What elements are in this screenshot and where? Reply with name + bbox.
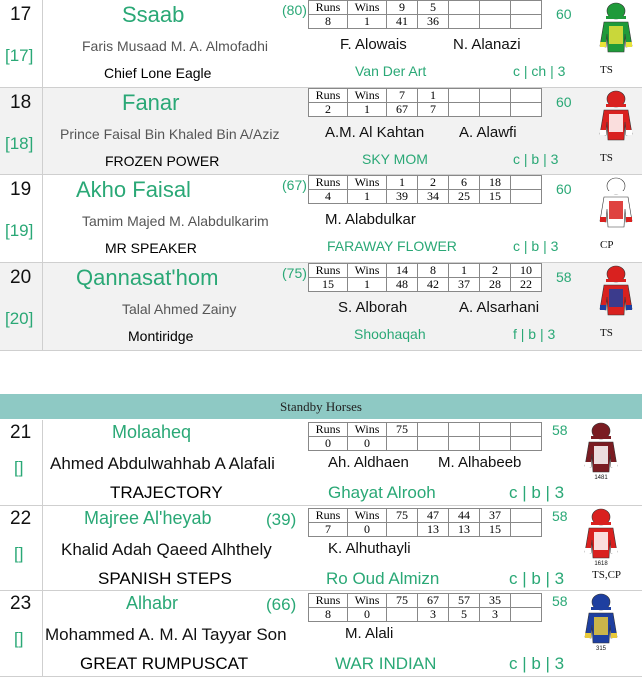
- stats-cell: 48: [387, 278, 418, 292]
- age-sex: c | ch | 3: [513, 63, 566, 79]
- stats-cell: [511, 423, 542, 437]
- weight: 58: [552, 508, 568, 524]
- jockey-name[interactable]: Ah. Aldhaen: [328, 454, 409, 471]
- stats-cell: 47: [418, 509, 449, 523]
- stats-cell: 57: [449, 594, 480, 608]
- stats-cell: 14: [387, 264, 418, 278]
- horse-number: 21: [10, 422, 32, 443]
- stats-cell: 3: [418, 608, 449, 622]
- owner-name[interactable]: Khalid Adah Qaeed Alhthely: [61, 540, 272, 559]
- stats-cell: 5: [418, 1, 449, 15]
- runner-row: [0, 263, 642, 351]
- stats-cell: 67: [387, 103, 418, 117]
- equipment-code: CP: [600, 239, 614, 251]
- stats-cell: [480, 437, 511, 451]
- stats-cell: 15: [480, 190, 511, 204]
- stats-cell: 15: [480, 523, 511, 537]
- jockey-name[interactable]: S. Alborah: [338, 299, 408, 316]
- dam-name: Ghayat Alrooh: [328, 483, 436, 502]
- stats-runs-label: Runs: [309, 509, 348, 523]
- silk-icon: [596, 177, 636, 235]
- silk: [581, 422, 621, 485]
- stats-wins-count: 1: [348, 190, 387, 204]
- standby-row: [0, 506, 642, 591]
- stats-cell: [387, 608, 418, 622]
- stats-cell: 34: [418, 190, 449, 204]
- horse-number: 18: [10, 92, 32, 113]
- trainer-name[interactable]: A. Alawfi: [459, 124, 517, 141]
- stats-cell: [511, 103, 542, 117]
- stats-cell: 7: [418, 103, 449, 117]
- stats-row: [309, 89, 542, 103]
- stats-cell: [480, 15, 511, 29]
- dam-name: WAR INDIAN: [335, 654, 437, 673]
- stats-cell: 35: [480, 594, 511, 608]
- silk: [596, 90, 636, 153]
- runner-row: [0, 175, 642, 263]
- sire-name: GREAT RUMPUSCAT: [80, 654, 249, 673]
- stats-wins-count: 1: [348, 103, 387, 117]
- stats-runs-label: Runs: [309, 89, 348, 103]
- silk-icon: [581, 422, 621, 480]
- horse-name[interactable]: Ssaab: [122, 2, 185, 27]
- silk: [596, 2, 636, 65]
- stats-wins-label: Wins: [348, 423, 387, 437]
- age-sex: f | b | 3: [513, 326, 556, 342]
- svg-text:1618: 1618: [594, 561, 608, 566]
- weight: 60: [556, 6, 572, 22]
- stats-wins-label: Wins: [348, 594, 387, 608]
- stats-cell: 75: [387, 423, 418, 437]
- stats-cell: 8: [418, 264, 449, 278]
- draw-number: [20]: [5, 309, 34, 328]
- number-column: [0, 175, 43, 262]
- horse-name[interactable]: Alhabr: [126, 593, 179, 613]
- weight: 58: [552, 593, 568, 609]
- stats-row: [309, 594, 542, 608]
- stats-row: [309, 176, 542, 190]
- stats-row: [309, 423, 542, 437]
- stats-cell: 25: [449, 190, 480, 204]
- stats-cell: 67: [418, 594, 449, 608]
- horse-name[interactable]: Qannasat'hom: [76, 265, 219, 290]
- stats-cell: [511, 594, 542, 608]
- stats-cell: 9: [387, 1, 418, 15]
- owner-name[interactable]: Ahmed Abdulwahhab A Alafali: [50, 454, 275, 473]
- draw-number: []: [14, 458, 24, 477]
- trainer-name[interactable]: A. Alsarhani: [459, 299, 540, 316]
- age-sex: c | b | 3: [513, 151, 559, 167]
- stats-wins-label: Wins: [348, 1, 387, 15]
- stats-cell: 44: [449, 509, 480, 523]
- sire-name: TRAJECTORY: [110, 483, 223, 502]
- sire-name: Chief Lone Eagle: [104, 65, 212, 81]
- dam-name: FARAWAY FLOWER: [327, 238, 457, 254]
- stats-cell: [449, 89, 480, 103]
- standby-header: Standby Horses: [0, 394, 642, 419]
- stats-runs-count: 7: [309, 523, 348, 537]
- stats-cell: 6: [449, 176, 480, 190]
- horse-name[interactable]: Molaaheq: [112, 422, 192, 442]
- silk: [581, 508, 621, 571]
- stats-cell: [511, 608, 542, 622]
- weight: 58: [556, 269, 572, 285]
- stats-runs-label: Runs: [309, 1, 348, 15]
- stats-table: [308, 175, 542, 204]
- stats-runs-count: 2: [309, 103, 348, 117]
- stats-cell: [480, 103, 511, 117]
- dam-name: Van Der Art: [355, 63, 427, 79]
- stats-cell: 36: [418, 15, 449, 29]
- horse-rating: (75): [282, 265, 307, 281]
- stats-runs-label: Runs: [309, 176, 348, 190]
- silk-icon: [596, 2, 636, 60]
- equipment-code: TS: [600, 152, 613, 164]
- draw-number: []: [14, 544, 24, 563]
- dam-name: SKY MOM: [362, 151, 428, 167]
- horse-number: 19: [10, 179, 32, 200]
- stats-cell: 75: [387, 509, 418, 523]
- draw-number: [17]: [5, 46, 34, 65]
- silk-icon: [581, 508, 621, 566]
- horse-rating: (80): [282, 2, 307, 18]
- stats-row: [309, 509, 542, 523]
- stats-cell: 13: [449, 523, 480, 537]
- stats-cell: [511, 89, 542, 103]
- stats-cell: [511, 509, 542, 523]
- stats-cell: 42: [418, 278, 449, 292]
- number-column: [0, 420, 43, 505]
- weight: 58: [552, 422, 568, 438]
- stats-cell: [511, 437, 542, 451]
- horse-number: 23: [10, 593, 32, 614]
- stats-cell: 41: [387, 15, 418, 29]
- sire-name: SPANISH STEPS: [98, 569, 232, 588]
- stats-cell: 28: [480, 278, 511, 292]
- sire-name: Montiridge: [128, 328, 194, 344]
- stats-cell: 1: [449, 264, 480, 278]
- stats-cell: 5: [449, 608, 480, 622]
- svg-text:1481: 1481: [594, 475, 608, 480]
- stats-cell: [480, 1, 511, 15]
- jockey-name[interactable]: M. Alabdulkar: [325, 211, 416, 228]
- stats-cell: [449, 423, 480, 437]
- trainer-name[interactable]: N. Alanazi: [453, 36, 521, 53]
- owner-name[interactable]: Mohammed A. M. Al Tayyar Son: [45, 625, 287, 644]
- stats-row: [309, 608, 542, 622]
- stats-cell: [480, 89, 511, 103]
- horse-number: 20: [10, 267, 32, 288]
- stats-cell: [511, 523, 542, 537]
- stats-wins-label: Wins: [348, 176, 387, 190]
- runner-row: [0, 0, 642, 88]
- owner-name[interactable]: Prince Faisal Bin Khaled Bin A/Aziz: [60, 126, 280, 142]
- stats-wins-count: 0: [348, 437, 387, 451]
- stats-table: [308, 263, 542, 292]
- stats-cell: [511, 190, 542, 204]
- stats-wins-count: 0: [348, 523, 387, 537]
- runner-row: [0, 88, 642, 175]
- weight: 60: [556, 94, 572, 110]
- trainer-name[interactable]: M. Alhabeeb: [438, 454, 522, 471]
- stats-row: [309, 1, 542, 15]
- age-sex: c | b | 3: [509, 654, 565, 673]
- number-column: [0, 0, 43, 87]
- equipment-code: TS,CP: [592, 569, 622, 581]
- stats-cell: 37: [480, 509, 511, 523]
- standby-row: [0, 591, 642, 677]
- stats-row: [309, 264, 542, 278]
- stats-table: [308, 88, 542, 117]
- stats-runs-count: 4: [309, 190, 348, 204]
- standby-row: [0, 420, 642, 506]
- age-sex: c | b | 3: [513, 238, 559, 254]
- stats-cell: [511, 1, 542, 15]
- silk-icon: [596, 90, 636, 148]
- number-column: [0, 506, 43, 590]
- number-column: [0, 88, 43, 174]
- stats-table: [308, 508, 542, 537]
- silk: [596, 265, 636, 328]
- stats-cell: 13: [418, 523, 449, 537]
- equipment-code: TS: [600, 327, 613, 339]
- age-sex: c | b | 3: [509, 483, 565, 502]
- dam-name: Shoohaqah: [354, 326, 426, 342]
- stats-wins-count: 1: [348, 15, 387, 29]
- stats-row: [309, 103, 542, 117]
- stats-cell: 39: [387, 190, 418, 204]
- horse-rating: (39): [266, 510, 297, 529]
- stats-cell: [418, 423, 449, 437]
- horse-name[interactable]: Fanar: [122, 90, 180, 115]
- stats-cell: [511, 176, 542, 190]
- stats-row: [309, 523, 542, 537]
- stats-cell: [449, 437, 480, 451]
- stats-runs-count: 0: [309, 437, 348, 451]
- stats-row: [309, 278, 542, 292]
- jockey-name[interactable]: M. Alali: [345, 625, 394, 642]
- stats-wins-count: 0: [348, 608, 387, 622]
- horse-rating: (67): [282, 177, 307, 193]
- stats-cell: 1: [418, 89, 449, 103]
- stats-wins-count: 1: [348, 278, 387, 292]
- owner-name[interactable]: Tamim Majed M. Alabdulkarim: [82, 213, 269, 229]
- stats-cell: 18: [480, 176, 511, 190]
- stats-runs-count: 8: [309, 15, 348, 29]
- svg-text:315: 315: [595, 646, 607, 651]
- stats-row: [309, 437, 542, 451]
- horse-number: 22: [10, 508, 32, 529]
- horse-number: 17: [10, 4, 32, 25]
- stats-cell: [387, 523, 418, 537]
- stats-cell: [449, 103, 480, 117]
- stats-runs-label: Runs: [309, 594, 348, 608]
- owner-name[interactable]: Talal Ahmed Zainy: [122, 301, 237, 317]
- stats-row: [309, 15, 542, 29]
- stats-cell: 22: [511, 278, 542, 292]
- jockey-name[interactable]: A.M. Al Kahtan: [325, 124, 425, 141]
- stats-wins-label: Wins: [348, 264, 387, 278]
- stats-cell: [387, 437, 418, 451]
- horse-name[interactable]: Akho Faisal: [76, 177, 191, 202]
- stats-cell: [418, 437, 449, 451]
- stats-cell: 2: [418, 176, 449, 190]
- number-column: [0, 591, 43, 676]
- jockey-name[interactable]: F. Alowais: [340, 36, 407, 53]
- stats-runs-count: 15: [309, 278, 348, 292]
- equipment-code: TS: [600, 64, 613, 76]
- draw-number: [19]: [5, 221, 34, 240]
- horse-rating: (66): [266, 595, 297, 614]
- stats-cell: 37: [449, 278, 480, 292]
- stats-cell: 10: [511, 264, 542, 278]
- draw-number: [18]: [5, 134, 34, 153]
- silk: [596, 177, 636, 240]
- age-sex: c | b | 3: [509, 569, 565, 588]
- stats-row: [309, 190, 542, 204]
- stats-cell: 2: [480, 264, 511, 278]
- draw-number: []: [14, 629, 24, 648]
- stats-runs-label: Runs: [309, 423, 348, 437]
- stats-runs-label: Runs: [309, 264, 348, 278]
- silk-icon: [581, 593, 621, 651]
- jockey-name[interactable]: K. Alhuthayli: [328, 540, 411, 557]
- silk: [581, 593, 621, 656]
- stats-cell: 3: [480, 608, 511, 622]
- sire-name: FROZEN POWER: [105, 153, 220, 169]
- dam-name: Ro Oud Almizn: [326, 569, 440, 588]
- stats-cell: 7: [387, 89, 418, 103]
- stats-cell: [449, 1, 480, 15]
- stats-cell: [480, 423, 511, 437]
- stats-cell: 1: [387, 176, 418, 190]
- stats-wins-label: Wins: [348, 509, 387, 523]
- sire-name: MR SPEAKER: [105, 240, 197, 256]
- number-column: [0, 263, 43, 350]
- silk-icon: [596, 265, 636, 323]
- owner-name[interactable]: Faris Musaad M. A. Almofadhi: [82, 38, 268, 54]
- stats-table: [308, 593, 542, 622]
- stats-table: [308, 422, 542, 451]
- stats-wins-label: Wins: [348, 89, 387, 103]
- stats-runs-count: 8: [309, 608, 348, 622]
- horse-name[interactable]: Majree Al'heyab: [84, 508, 212, 528]
- stats-table: [308, 0, 542, 29]
- stats-cell: 75: [387, 594, 418, 608]
- stats-cell: [511, 15, 542, 29]
- weight: 60: [556, 181, 572, 197]
- stats-cell: [449, 15, 480, 29]
